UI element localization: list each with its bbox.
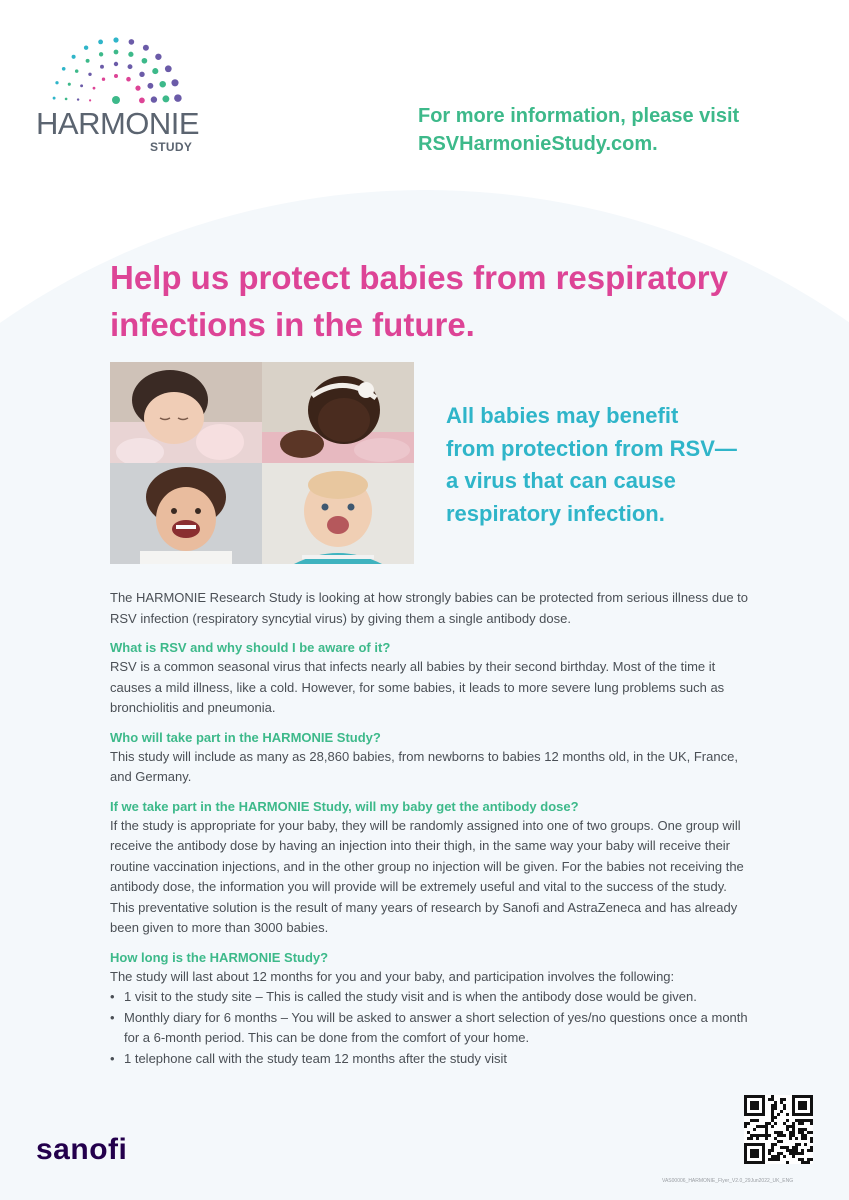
tagline-line-1: All babies may benefit: [446, 403, 679, 428]
logo-dot: [114, 50, 119, 55]
logo-dot: [129, 39, 135, 45]
logo-dot: [75, 69, 79, 73]
smiling-toddler-photo: [110, 463, 262, 564]
logo-dot: [162, 95, 169, 102]
more-info-text: [418, 102, 818, 158]
headline-line-1: Help us protect babies from respiratory: [110, 259, 728, 296]
qr-code[interactable]: [744, 1095, 813, 1164]
logo-dot: [159, 81, 166, 88]
logo-dot: [55, 81, 58, 84]
logo-dot: [80, 84, 83, 87]
study-description: [110, 588, 750, 1069]
visit-line-1: For more information, please visit: [418, 105, 740, 127]
logo-dot: [152, 68, 158, 74]
logo-dot: [135, 86, 140, 91]
rsv-tagline: [446, 400, 776, 530]
sanofi-logo: sanofi: [36, 1133, 128, 1166]
logo-dot: [126, 77, 131, 82]
list-item: • 1 telephone call with the study team 12 months after the study visit: [110, 1049, 750, 1070]
answer-what-is-rsv: RSV is a common seasonal virus that infects nearly all babies by their second birthday. Most of the time it causes a mild illness, like a cold. However, for some babies, it leads to more severe lung problems such as bronchiolitis and pneumonia.: [110, 659, 725, 715]
logo-dot: [53, 97, 56, 100]
logo-dot: [88, 73, 91, 76]
logo-dot: [171, 79, 178, 86]
question-what-is-rsv: What is RSV and why should I be aware of it?: [110, 640, 391, 655]
headline: [110, 254, 790, 348]
visit-url[interactable]: RSVHarmonieStudy.com.: [418, 133, 658, 155]
logo-dot: [147, 83, 153, 89]
logo-dot: [139, 98, 145, 104]
headline-line-2: infections in the future.: [110, 306, 475, 343]
logo-arc-dots: [36, 34, 206, 109]
logo-dot: [99, 52, 103, 56]
logo-dot: [143, 45, 149, 51]
tagline-line-4: respiratory infection.: [446, 500, 665, 526]
logo-dot: [174, 94, 182, 102]
baby-photo-grid: [110, 362, 414, 564]
answer-antibody-dose: If the study is appropriate for your baby, they will be randomly assigned into one of two groups. One group will receive the antibody dose by having an injection into their thigh, in the same way your baby will receive their routine vaccination injections, and in the other group no injection will be given. For the babies not receiving the antibody dose, the information you will provide will be extremely useful and vital to the success of the study. This preventative solution is the result of many years of research by Sanofi and AstraZeneca and has already been given to more than 3000 babies.: [110, 817, 744, 935]
logo-dot: [142, 58, 148, 64]
sleeping-baby-headband-photo: [262, 362, 414, 463]
answer-who-takes-part: This study will include as many as 28,860 babies, from newborns to babies 12 months old, in the UK, France, and Germany.: [110, 748, 738, 784]
logo-subtitle: STUDY: [150, 140, 193, 154]
question-who-takes-part: Who will take part in the HARMONIE Study?: [110, 729, 381, 745]
logo-dot: [93, 87, 96, 90]
participation-list: [110, 987, 750, 1069]
sleeping-baby-photo: [110, 362, 262, 463]
logo-dot: [89, 99, 91, 101]
logo-center-dot: [112, 96, 120, 104]
question-study-length: How long is the HARMONIE Study?: [110, 949, 329, 965]
logo-dot: [77, 98, 79, 100]
logo-dot: [151, 96, 157, 102]
logo-dot: [128, 52, 133, 57]
tagline-line-3: a virus that can cause: [446, 468, 676, 493]
list-item: • Monthly diary for 6 months – You will be asked to answer a short selection of yes/no questions once a month for a 6-month period. This can be done from the comfort of your home.: [110, 1008, 750, 1049]
logo-dot: [98, 39, 103, 44]
harmonie-logo: [36, 34, 206, 159]
logo-dot: [128, 64, 133, 69]
document-code: VAS00006_HARMONIE_Flyer_V2.0_29Jun2022_UK_ENG: [662, 1178, 794, 1184]
logo-dot: [114, 74, 118, 78]
logo-dot: [114, 62, 118, 66]
logo-dot: [86, 59, 90, 63]
question-antibody-dose: If we take part in the HARMONIE Study, will my baby get the antibody dose?: [110, 798, 579, 814]
logo-dot: [113, 37, 118, 42]
logo-dot: [165, 65, 172, 72]
logo-dot: [100, 65, 104, 69]
logo-dot: [68, 83, 71, 86]
logo-dot: [62, 67, 66, 71]
logo-wordmark: HARMONIE: [36, 106, 200, 141]
logo-dot: [84, 45, 88, 49]
laughing-baby-photo: [262, 463, 414, 564]
logo-dot: [72, 55, 76, 59]
answer-study-length: The study will last about 12 months for you and your baby, and participation involves the following:: [110, 968, 675, 984]
logo-dot: [139, 72, 144, 77]
logo-dot: [155, 54, 161, 60]
logo-dot: [65, 98, 68, 101]
logo-dot: [102, 78, 105, 81]
intro-paragraph: The HARMONIE Research Study is looking at how strongly babies can be protected from serious illness due to RSV infection (respiratory syncytial virus) by giving them a single antibody dose.: [110, 590, 749, 626]
list-item: • 1 visit to the study site – This is called the study visit and is when the antibody dose would be given.: [110, 987, 750, 1008]
tagline-line-2: from protection from RSV—: [446, 435, 737, 461]
